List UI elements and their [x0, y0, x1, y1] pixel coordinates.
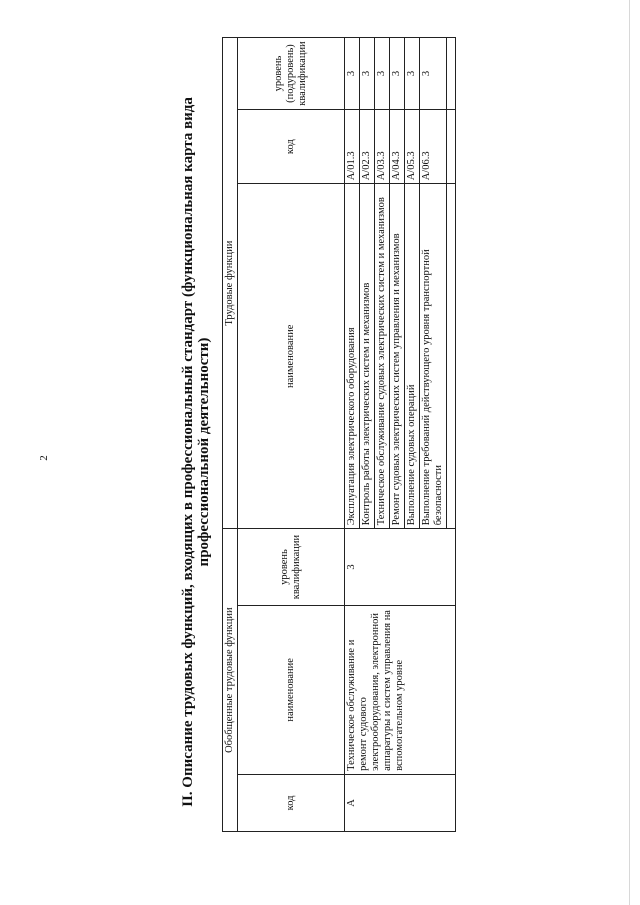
- function-level: 3: [375, 38, 390, 110]
- header-name: наименование: [238, 605, 345, 774]
- function-name: Ремонт судовых электрических систем управления и механизмов: [390, 184, 405, 529]
- function-code: А/06.3: [420, 110, 447, 184]
- rotated-content: [180, 37, 460, 867]
- generalized-level: 3: [345, 529, 456, 606]
- header-labor-level: уровень (подуровень) квалификации: [238, 38, 345, 110]
- header-qual-level: уровень квалификации: [238, 529, 345, 606]
- function-code: А/02.3: [360, 110, 375, 184]
- empty-cell: [447, 184, 456, 529]
- page-number: 2: [38, 455, 50, 461]
- function-code: А/01.3: [345, 110, 360, 184]
- function-level: 3: [390, 38, 405, 110]
- header-labor-code: код: [238, 110, 345, 184]
- section-title: [180, 37, 212, 867]
- function-code: А/03.3: [375, 110, 390, 184]
- generalized-name: Техническое обслуживание и ремонт судового электрооборудования, электронной аппаратуры и систем управления на вспомогательном уровне: [345, 605, 456, 774]
- function-level: 3: [405, 38, 420, 110]
- function-name: Техническое обслуживание судовых электрических систем и механизмов: [375, 184, 390, 529]
- empty-cell: [447, 38, 456, 110]
- function-name: Выполнение судовых операций: [405, 184, 420, 529]
- header-generalized: Обобщенные трудовые функции: [223, 529, 238, 832]
- generalized-code: А: [345, 774, 456, 831]
- page-edge-line: [629, 0, 630, 905]
- function-level: 3: [360, 38, 375, 110]
- function-name: Эксплуатация электрического оборудования: [345, 184, 360, 529]
- header-row-1: [223, 38, 238, 832]
- function-name: Выполнение требований действующего уровня транспортной безопасности: [420, 184, 447, 529]
- title-line-2: профессиональной деятельности): [196, 337, 212, 567]
- functional-map-table: [222, 37, 456, 832]
- function-level: 3: [420, 38, 447, 110]
- empty-cell: [447, 110, 456, 184]
- header-labor-name: наименование: [238, 184, 345, 529]
- function-name: Контроль работы электрических систем и механизмов: [360, 184, 375, 529]
- header-code: код: [238, 774, 345, 831]
- header-row-2: [238, 38, 345, 832]
- header-labor: Трудовые функции: [223, 38, 238, 529]
- function-code: А/04.3: [390, 110, 405, 184]
- title-line-1: II. Описание трудовых функций, входящих в профессиональный стандарт (функциональная карта вида: [180, 97, 196, 807]
- function-code: А/05.3: [405, 110, 420, 184]
- table-row: [345, 38, 360, 832]
- function-level: 3: [345, 38, 360, 110]
